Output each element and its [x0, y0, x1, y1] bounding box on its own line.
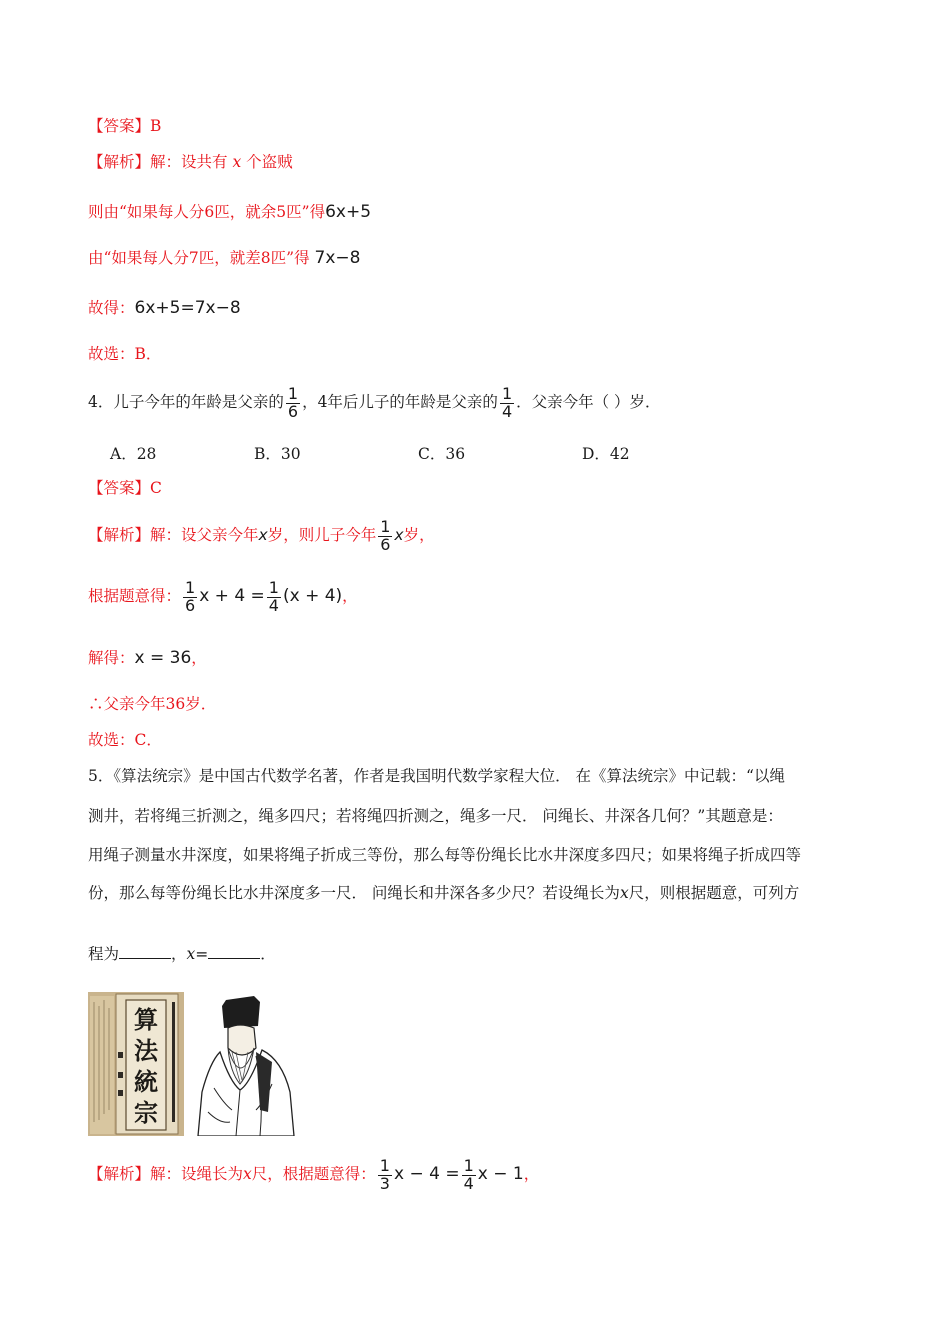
option-c: C．36 [418, 445, 466, 463]
stem-text: 份，那么每等份绳长比水井深度多一尺． 问绳长和井深各多少尺？若设绳长为 [88, 884, 620, 902]
q3-analysis [88, 151, 293, 173]
fraction-one-sixth [183, 577, 197, 615]
fraction-one-sixth [286, 383, 300, 421]
stem-text: 4．儿子今年的年龄是父亲的 [88, 393, 284, 411]
analysis-text: 解：设绳长为 [150, 1165, 244, 1183]
fraction-denominator: 4 [501, 401, 513, 421]
fraction-denominator: 3 [379, 1173, 390, 1193]
option-a: A．28 [110, 445, 157, 463]
fraction-denominator: 4 [463, 1173, 474, 1193]
fraction-one-quarter [462, 1155, 476, 1193]
punctuation: ， [171, 945, 187, 963]
stem-text: 程为 [88, 945, 120, 963]
fraction-numerator: 1 [501, 383, 513, 403]
stem-text: ，4年后儿子的年龄是父亲的 [302, 393, 498, 411]
q4-equation [88, 574, 358, 618]
fraction-numerator: 1 [185, 577, 196, 597]
fraction-one-third [378, 1155, 392, 1193]
q3-answer: 【答案】B [88, 117, 162, 135]
option-b: B．30 [254, 445, 301, 463]
q5-line2: 测井，若将绳三折测之，绳多四尺；若将绳四折测之，绳多一尺． 问绳长、井深各几何？”其题意是： [88, 807, 783, 825]
q4-choose: 故选：C． [88, 731, 162, 749]
fraction-denominator: 6 [380, 534, 391, 554]
q5-line4 [88, 882, 799, 904]
fraction-one-quarter [267, 577, 281, 615]
variable-x: x [394, 526, 404, 544]
equals-sign: = [195, 945, 209, 963]
variable-x: x [232, 153, 242, 171]
fraction-one-quarter [500, 383, 514, 421]
q3-line1 [88, 201, 371, 223]
stem-text: 尺，则根据题意，可列方 [628, 884, 800, 902]
q5-line3: 用绳子测量水井深度，如果将绳子折成三等份，那么每等份绳长比水井深度多四尺；如果将绳子折成四等 [88, 846, 802, 864]
fraction-numerator: 1 [380, 516, 391, 536]
book-title-calligraphy: 算法統宗 [134, 1005, 158, 1127]
variable-x: x [258, 526, 268, 544]
condition-text: 由“如果每人分7匹，就差8匹”得 [88, 249, 310, 267]
analysis-tag: 【解析】 [88, 526, 151, 544]
analysis-text: 解：设共有 [150, 153, 228, 171]
fraction-numerator: 1 [287, 383, 299, 403]
fraction-denominator: 4 [268, 595, 279, 615]
math-expression: x + 4 = [199, 586, 265, 606]
analysis-text: 尺，根据题意得： [251, 1165, 376, 1183]
analysis-text: 个盗贼 [246, 153, 293, 171]
answer-blank [119, 944, 171, 959]
math-expression: (x + 4) [282, 586, 343, 606]
variable-x: x [186, 945, 196, 963]
option-d: D．42 [582, 445, 630, 463]
analysis-text: 岁，则儿子今年 [267, 526, 377, 544]
math-equation: x = 36 [134, 648, 192, 668]
q3-choose: 故选：B． [88, 345, 162, 363]
q5-line5 [88, 943, 276, 965]
fraction-numerator: 1 [463, 1155, 474, 1175]
q4-answer: 【答案】C [88, 479, 162, 497]
q3-line3 [88, 297, 241, 319]
answer-blank [208, 944, 260, 959]
equation-label: 故得： [88, 299, 135, 317]
portrait-image [190, 992, 302, 1136]
analysis-tag: 【解析】 [88, 153, 151, 171]
math-expression: x − 1 [477, 1164, 524, 1184]
punctuation: ． [260, 945, 276, 963]
fraction-numerator: 1 [268, 577, 279, 597]
variable-x: x [619, 884, 629, 902]
math-expression: 6x+5 [325, 202, 372, 222]
fraction-one-sixth [378, 516, 392, 554]
math-expression: 7x−8 [314, 248, 361, 268]
condition-text: 则由“如果每人分6匹，就余5匹”得 [88, 203, 326, 221]
punctuation: ， [191, 649, 207, 667]
analysis-tag: 【解析】 [88, 1165, 151, 1183]
fraction-denominator: 6 [287, 401, 299, 421]
q5-analysis [88, 1150, 539, 1198]
q4-solve [88, 647, 207, 669]
q4-conclusion: ∴父亲今年36岁． [88, 695, 217, 713]
q5-line1: 5．《算法统宗》是中国古代数学名著，作者是我国明代数学家程大位． 在《算法统宗》中记载：“以绳 [88, 767, 785, 785]
q4-analysis [88, 513, 435, 557]
fraction-denominator: 6 [185, 595, 196, 615]
analysis-text: 解：设父亲今年 [150, 526, 259, 544]
math-expression: x − 4 = [393, 1164, 460, 1184]
solve-label: 解得： [88, 649, 135, 667]
variable-x: x [243, 1165, 252, 1183]
q3-line2 [88, 247, 360, 269]
equation-label: 根据题意得： [88, 587, 182, 605]
punctuation: ， [523, 1165, 540, 1183]
stem-text: ．父亲今年（ ）岁． [516, 393, 661, 411]
fraction-numerator: 1 [379, 1155, 390, 1175]
math-equation: 6x+5=7x−8 [134, 298, 241, 318]
portrait-illustration [190, 992, 302, 1136]
q4-stem [88, 380, 661, 424]
analysis-text: 岁， [403, 526, 435, 544]
punctuation: ， [342, 587, 358, 605]
book-cover-image [88, 992, 184, 1136]
